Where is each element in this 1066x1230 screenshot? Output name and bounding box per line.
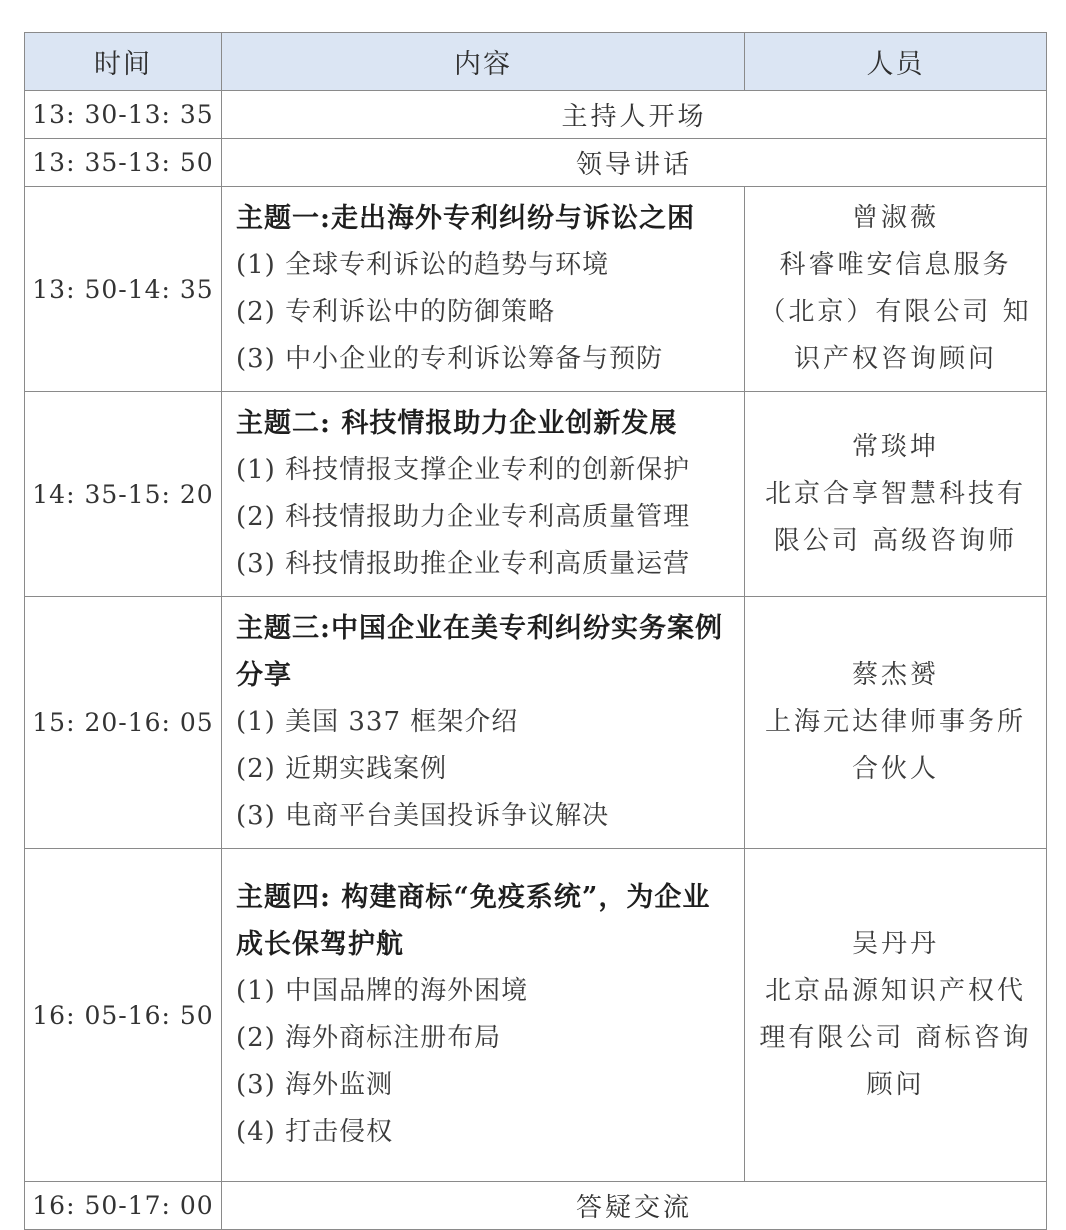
time-cell: 16: 05-16: 50 — [25, 849, 222, 1182]
sub-item: (2) 海外商标注册布局 — [236, 1023, 502, 1053]
sub-item: (1) 中国品牌的海外困境 — [236, 976, 529, 1006]
sub-item: (3) 海外监测 — [236, 1070, 394, 1100]
speaker-cell — [745, 392, 1047, 597]
time-cell: 16: 50-17: 00 — [25, 1182, 222, 1230]
speaker-name: 常琰坤 — [851, 431, 939, 462]
table-row — [25, 597, 1047, 849]
speaker-name: 蔡杰赟 — [851, 660, 939, 690]
speaker-name: 吴丹丹 — [851, 929, 939, 959]
sub-item: (1) 全球专利诉讼的趋势与环境 — [236, 250, 610, 280]
header-row — [25, 33, 1047, 91]
topic-cell — [222, 849, 745, 1182]
time-cell: 13: 35-13: 50 — [25, 139, 222, 187]
time-cell: 14: 35-15: 20 — [25, 392, 222, 597]
topic-cell — [222, 597, 745, 849]
speaker-org: 上海元达律师事务所合伙人 — [764, 707, 1026, 784]
topic-title: 主题四: 构建商标“免疫系统”，为企业成长保驾护航 — [236, 882, 711, 960]
sub-item: (2) 科技情报助力企业专利高质量管理 — [236, 502, 691, 532]
table-row — [25, 849, 1047, 1182]
speaker-org: 北京品源知识产权代理有限公司 商标咨询顾问 — [759, 976, 1032, 1100]
header-speaker: 人员 — [745, 33, 1047, 91]
time-cell: 15: 20-16: 05 — [25, 597, 222, 849]
agenda-item: 答疑交流 — [222, 1182, 1047, 1230]
table-row — [25, 187, 1047, 392]
sub-item: (3) 科技情报助推企业专利高质量运营 — [236, 549, 691, 579]
sub-item: (3) 电商平台美国投诉争议解决 — [236, 801, 610, 831]
speaker-cell — [745, 597, 1047, 849]
agenda-item: 领导讲话 — [222, 139, 1047, 187]
time-cell: 13: 50-14: 35 — [25, 187, 222, 392]
table-row — [25, 1182, 1047, 1230]
table-row — [25, 91, 1047, 139]
speaker-cell — [745, 187, 1047, 392]
sub-item: (1) 美国 337 框架介绍 — [236, 707, 519, 737]
schedule-table — [24, 32, 1047, 1230]
speaker-cell — [745, 849, 1047, 1182]
speaker-name: 曾淑薇 — [851, 203, 939, 233]
time-cell: 13: 30-13: 35 — [25, 91, 222, 139]
sub-item: (1) 科技情报支撑企业专利的创新保护 — [236, 455, 691, 485]
speaker-org: 北京合享智慧科技有限公司 高级咨询师 — [764, 478, 1026, 556]
agenda-item: 主持人开场 — [222, 91, 1047, 139]
table-row — [25, 392, 1047, 597]
topic-cell — [222, 392, 745, 597]
topic-cell — [222, 187, 745, 392]
sub-item: (2) 专利诉讼中的防御策略 — [236, 297, 556, 327]
sub-item: (2) 近期实践案例 — [236, 754, 448, 784]
topic-title: 主题三:中国企业在美专利纠纷实务案例分享 — [236, 613, 723, 691]
header-content: 内容 — [222, 33, 745, 91]
table-row — [25, 139, 1047, 187]
sub-item: (3) 中小企业的专利诉讼筹备与预防 — [236, 344, 664, 374]
header-time: 时间 — [25, 33, 222, 91]
speaker-org: 科睿唯安信息服务（北京）有限公司 知识产权咨询顾问 — [759, 250, 1032, 374]
topic-title: 主题二: 科技情报助力企业创新发展 — [236, 408, 678, 439]
sub-item: (4) 打击侵权 — [236, 1117, 394, 1147]
topic-title: 主题一:走出海外专利纠纷与诉讼之困 — [236, 203, 695, 234]
